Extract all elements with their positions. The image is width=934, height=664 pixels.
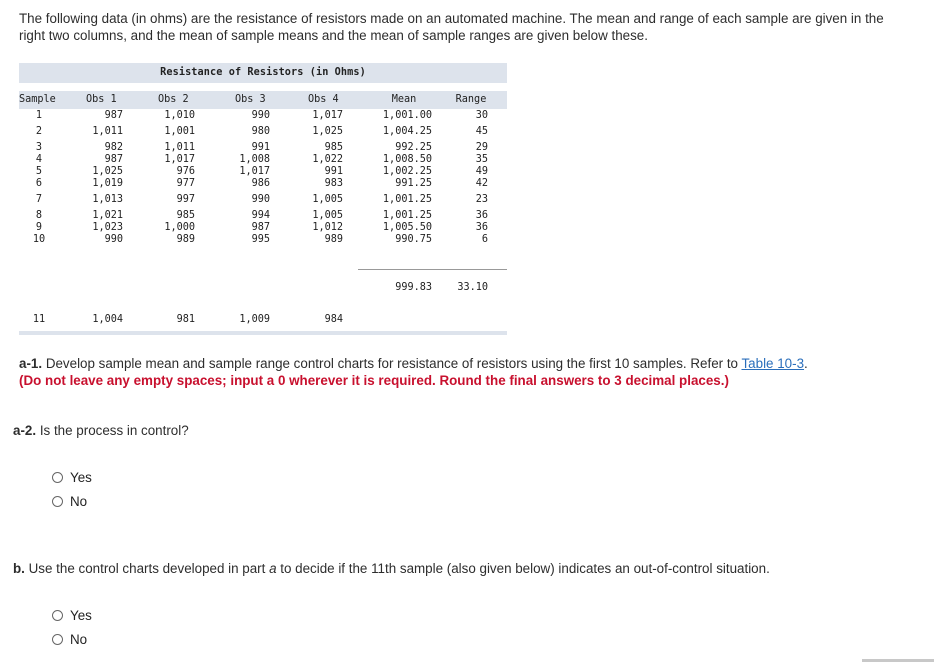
- table-title: Resistance of Resistors (in Ohms): [19, 63, 507, 83]
- cell-obs4: 1,025: [312, 126, 343, 137]
- cell-range: 42: [475, 178, 488, 189]
- b-option-no[interactable]: [52, 632, 87, 647]
- cell-obs3: 986: [251, 178, 270, 189]
- cell-obs3: 991: [251, 142, 270, 153]
- cell-obs4: 991: [324, 166, 343, 177]
- cell-obs3: 990: [251, 194, 270, 205]
- cell-obs4: 1,017: [312, 110, 343, 121]
- cell-obs3: 995: [251, 234, 270, 245]
- question-b-label: b.: [13, 561, 25, 576]
- table-header-row: [19, 91, 507, 109]
- cell-obs1: 1,013: [92, 194, 123, 205]
- cell-obs4: 1,012: [312, 222, 343, 233]
- radio-icon[interactable]: [52, 496, 63, 507]
- cell-obs2: 981: [176, 314, 195, 325]
- cell-obs2: 1,001: [164, 126, 195, 137]
- cell-obs4: 1,022: [312, 154, 343, 165]
- question-a2-label: a-2.: [13, 423, 37, 438]
- cell-obs1: 982: [104, 142, 123, 153]
- sample-11-row: [19, 312, 507, 327]
- cell-obs2: 985: [176, 210, 195, 221]
- question-b-text-before: Use the control charts developed in part: [28, 561, 266, 576]
- cell-mean: 990.75: [395, 234, 432, 245]
- table-row: [19, 177, 507, 190]
- cell-obs3: 1,017: [239, 166, 270, 177]
- resistance-table: [19, 63, 507, 325]
- cell-sample: 6: [35, 178, 43, 189]
- cell-obs4: 985: [324, 142, 343, 153]
- cell-sample: 4: [35, 154, 43, 165]
- a2-option-yes-label: Yes: [70, 470, 92, 485]
- cell-mean: 1,008.50: [382, 154, 432, 165]
- table-10-3-link[interactable]: Table 10-3: [741, 356, 805, 371]
- question-b-italic: a: [269, 561, 277, 576]
- cell-range: 36: [475, 222, 488, 233]
- cell-range: 36: [475, 210, 488, 221]
- cell-sample: 7: [35, 194, 43, 205]
- problem-intro: The following data (in ohms) are the resistance of resistors made on an automated machine. The mean and range of each sample are given in the right two columns, and the mean of sample means and the mean of sample ranges are given below these.: [19, 11, 884, 43]
- cell-obs2: 997: [176, 194, 195, 205]
- cell-sample: 9: [35, 222, 43, 233]
- cell-sample: 8: [35, 210, 43, 221]
- cell-range: 35: [475, 154, 488, 165]
- cell-obs1: 1,004: [92, 314, 123, 325]
- cell-range: 49: [475, 166, 488, 177]
- question-b-text-after: to decide if the 11th sample (also given below) indicates an out-of-control situation.: [280, 561, 770, 576]
- table-row: [19, 109, 507, 122]
- col-mean-header: Mean: [391, 94, 417, 105]
- cell-sample: 5: [35, 166, 43, 177]
- cell-obs1: 987: [104, 154, 123, 165]
- col-sample-header: Sample: [19, 94, 56, 105]
- col-obs1-header: Obs 1: [86, 94, 117, 105]
- summary-divider: [358, 269, 507, 270]
- cell-sample: 2: [35, 126, 43, 137]
- cell-sample: 11: [32, 314, 46, 325]
- cell-obs2: 1,000: [164, 222, 195, 233]
- cell-range: 23: [475, 194, 488, 205]
- cell-obs4: 1,005: [312, 194, 343, 205]
- cell-range: 45: [475, 126, 488, 137]
- col-range-header: Range: [455, 94, 487, 105]
- cell-obs2: 977: [176, 178, 195, 189]
- mean-of-means: 999.83: [395, 282, 432, 293]
- col-obs2-header: Obs 2: [158, 94, 189, 105]
- cell-obs1: 1,019: [92, 178, 123, 189]
- question-a1: [19, 355, 899, 389]
- a2-option-no[interactable]: [52, 494, 87, 509]
- cell-obs1: 1,011: [92, 126, 123, 137]
- cell-obs1: 1,025: [92, 166, 123, 177]
- cell-range: 29: [475, 142, 488, 153]
- question-a1-text: Develop sample mean and sample range control charts for resistance of resistors using the first 10 samples. Refer to: [45, 356, 738, 371]
- cell-obs3: 1,009: [239, 314, 270, 325]
- summary-row: [19, 280, 507, 295]
- cell-obs3: 990: [251, 110, 270, 121]
- radio-icon[interactable]: [52, 472, 63, 483]
- question-a2-text: Is the process in control?: [39, 423, 189, 438]
- question-a1-label: a-1.: [19, 356, 43, 371]
- b-option-no-label: No: [70, 632, 88, 647]
- table-row: [19, 125, 507, 138]
- cell-mean: 992.25: [395, 142, 432, 153]
- cell-obs2: 1,010: [164, 110, 195, 121]
- cell-mean: 1,002.25: [382, 166, 432, 177]
- cell-obs2: 1,011: [164, 142, 195, 153]
- mean-of-ranges: 33.10: [457, 282, 488, 293]
- cell-range: 6: [481, 234, 488, 245]
- cell-obs3: 1,008: [239, 154, 270, 165]
- table-row: [19, 193, 507, 206]
- cell-obs1: 1,021: [92, 210, 123, 221]
- cell-sample: 1: [35, 110, 43, 121]
- cell-obs3: 987: [251, 222, 270, 233]
- question-b: [13, 560, 770, 577]
- cell-obs1: 1,023: [92, 222, 123, 233]
- question-a2: [13, 422, 189, 439]
- cell-obs4: 989: [324, 234, 343, 245]
- cell-sample: 10: [32, 234, 46, 245]
- table-bottom-bar: [19, 331, 507, 335]
- a2-option-yes[interactable]: [52, 470, 92, 485]
- cell-mean: 1,001.25: [382, 194, 432, 205]
- cell-obs3: 994: [251, 210, 270, 221]
- cell-mean: 1,001.00: [382, 110, 432, 121]
- cell-mean: 1,005.50: [382, 222, 432, 233]
- cell-obs2: 976: [176, 166, 195, 177]
- cell-mean: 1,001.25: [382, 210, 432, 221]
- cell-obs1: 987: [104, 110, 123, 121]
- cell-obs2: 1,017: [164, 154, 195, 165]
- col-obs3-header: Obs 3: [235, 94, 266, 105]
- cell-obs1: 990: [104, 234, 123, 245]
- cell-mean: 991.25: [395, 178, 432, 189]
- question-a1-instruction: (Do not leave any empty spaces; input a 0 wherever it is required. Round the final answers to 3 decimal places.): [19, 373, 729, 388]
- cell-mean: 1,004.25: [382, 126, 432, 137]
- cell-obs3: 980: [251, 126, 270, 137]
- cell-obs4: 983: [324, 178, 343, 189]
- horizontal-scrollbar[interactable]: [862, 659, 934, 662]
- cell-obs4: 984: [324, 314, 343, 325]
- cell-obs4: 1,005: [312, 210, 343, 221]
- col-obs4-header: Obs 4: [308, 94, 339, 105]
- b-option-yes[interactable]: [52, 608, 92, 623]
- b-option-yes-label: Yes: [70, 608, 92, 623]
- radio-icon[interactable]: [52, 634, 63, 645]
- question-a1-period: .: [804, 356, 808, 371]
- cell-sample: 3: [35, 142, 43, 153]
- table-row: [19, 233, 507, 246]
- radio-icon[interactable]: [52, 610, 63, 621]
- cell-obs2: 989: [176, 234, 195, 245]
- a2-option-no-label: No: [70, 494, 88, 509]
- cell-range: 30: [475, 110, 488, 121]
